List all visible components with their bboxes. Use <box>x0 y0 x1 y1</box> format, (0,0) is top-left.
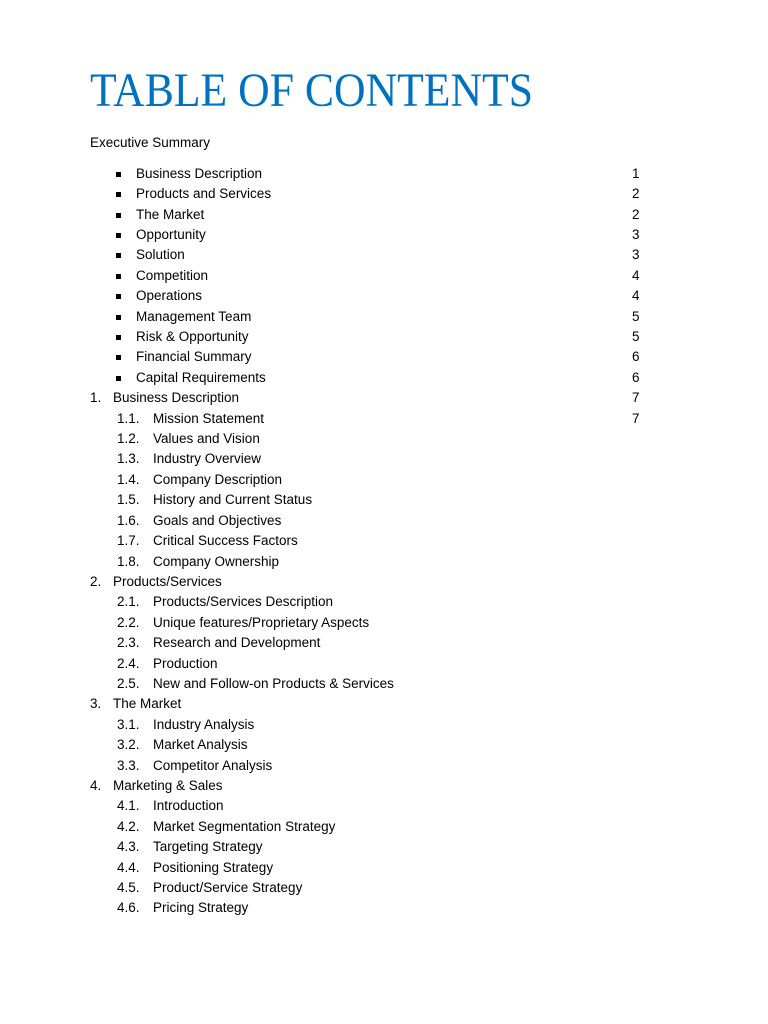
toc-subsection-entry <box>0 409 768 429</box>
toc-section-entry <box>0 776 768 796</box>
toc-entry <box>0 347 768 367</box>
toc-subsection-number: 1.8. <box>117 553 140 569</box>
toc-subsection-number: 4.5. <box>117 880 140 896</box>
toc-page-number: 4 <box>632 288 640 304</box>
square-bullet-icon <box>116 315 121 320</box>
toc-subsection-entry <box>0 490 768 510</box>
toc-entry-label: Capital Requirements <box>136 369 266 385</box>
toc-entry <box>0 327 768 347</box>
toc-entry-label: Business Description <box>136 165 263 181</box>
toc-entry-label: Management Team <box>136 308 252 324</box>
toc-subsection-label: Critical Success Factors <box>153 533 298 549</box>
toc-entry <box>0 245 768 265</box>
toc-subsection-label: Introduction <box>153 798 224 814</box>
toc-subsection-entry <box>0 633 768 653</box>
toc-subsection-number: 1.5. <box>117 492 140 508</box>
toc-subsection-label: Positioning Strategy <box>153 859 274 875</box>
toc-subsection-label: Values and Vision <box>153 431 260 447</box>
toc-entry <box>0 286 768 306</box>
toc-section-entry <box>0 694 768 714</box>
toc-subsection-number: 2.1. <box>117 594 140 610</box>
toc-entry <box>0 225 768 245</box>
toc-subsection-entry <box>0 674 768 694</box>
toc-subsection-entry <box>0 817 768 837</box>
toc-page-number: 6 <box>632 349 640 365</box>
toc-section-label: Business Description <box>113 390 240 406</box>
toc-subsection-number: 1.7. <box>117 533 140 549</box>
toc-subsection-number: 3.1. <box>117 716 140 732</box>
toc-subsection-label: Competitor Analysis <box>153 757 273 773</box>
toc-subsection-number: 4.1. <box>117 798 140 814</box>
toc-section-label: Marketing & Sales <box>113 777 223 793</box>
toc-section-number: 4. <box>90 777 102 793</box>
toc-subsection-label: Unique features/Proprietary Aspects <box>153 614 370 630</box>
toc-section-number: 3. <box>90 696 102 712</box>
toc-entry <box>0 184 768 204</box>
toc-subsection-entry <box>0 592 768 612</box>
toc-section-label: The Market <box>113 696 182 712</box>
toc-subsection-label: History and Current Status <box>153 492 313 508</box>
toc-subsection-number: 2.2. <box>117 614 140 630</box>
toc-page-number: 2 <box>632 206 640 222</box>
toc-entry <box>0 266 768 286</box>
toc-entry <box>0 368 768 388</box>
square-bullet-icon <box>116 376 121 381</box>
toc-subsection-label: Industry Overview <box>153 451 262 467</box>
toc-entry-label: Financial Summary <box>136 349 252 365</box>
toc-page-number: 7 <box>632 410 640 426</box>
toc-subsection-number: 4.4. <box>117 859 140 875</box>
toc-page-number: 2 <box>632 186 640 202</box>
toc-entry-label: Opportunity <box>136 227 206 243</box>
square-bullet-icon <box>116 294 121 299</box>
toc-subsection-entry <box>0 470 768 490</box>
toc-section-label: Products/Services <box>113 573 222 589</box>
toc-section-entry <box>0 388 768 408</box>
square-bullet-icon <box>116 192 121 197</box>
toc-subsection-label: Targeting Strategy <box>153 839 263 855</box>
executive-summary-heading: Executive Summary <box>90 135 211 150</box>
toc-subsection-label: Pricing Strategy <box>153 900 249 916</box>
toc-subsection-label: Products/Services Description <box>153 594 334 610</box>
toc-subsection-number: 2.5. <box>117 675 140 691</box>
toc-subsection-label: Goals and Objectives <box>153 512 282 528</box>
toc-entry <box>0 164 768 184</box>
toc-subsection-entry <box>0 756 768 776</box>
toc-subsection-number: 3.3. <box>117 757 140 773</box>
toc-entry-label: Solution <box>136 247 185 263</box>
toc-subsection-number: 1.4. <box>117 471 140 487</box>
toc-subsection-entry <box>0 552 768 572</box>
toc-entry <box>0 307 768 327</box>
toc-subsection-entry <box>0 654 768 674</box>
toc-subsection-number: 4.6. <box>117 900 140 916</box>
square-bullet-icon <box>116 274 121 279</box>
toc-subsection-label: Mission Statement <box>153 410 265 426</box>
toc-entry-label: Risk & Opportunity <box>136 329 249 345</box>
square-bullet-icon <box>116 213 121 218</box>
toc-entry <box>0 205 768 225</box>
toc-section-number: 2. <box>90 573 102 589</box>
toc-subsection-number: 2.3. <box>117 635 140 651</box>
toc-page-number: 4 <box>632 267 640 283</box>
toc-subsection-label: Research and Development <box>153 635 321 651</box>
toc-page-number: 3 <box>632 227 640 243</box>
toc-subsection-number: 4.3. <box>117 839 140 855</box>
toc-subsection-entry <box>0 878 768 898</box>
toc-page-number: 5 <box>632 308 640 324</box>
toc-subsection-label: Company Ownership <box>153 553 280 569</box>
toc-entry-label: Products and Services <box>136 186 272 202</box>
toc-subsection-label: Market Analysis <box>153 737 248 753</box>
toc-page-number: 3 <box>632 247 640 263</box>
toc-subsection-entry <box>0 898 768 918</box>
toc-page-number: 6 <box>632 369 640 385</box>
toc-subsection-number: 4.2. <box>117 818 140 834</box>
toc-subsection-entry <box>0 796 768 816</box>
toc-page-number: 7 <box>632 390 640 406</box>
toc-subsection-label: New and Follow-on Products & Services <box>153 675 394 691</box>
toc-subsection-entry <box>0 613 768 633</box>
toc-subsection-label: Product/Service Strategy <box>153 880 303 896</box>
toc-subsection-entry <box>0 837 768 857</box>
toc-section-entry <box>0 572 768 592</box>
toc-subsection-label: Production <box>153 655 218 671</box>
toc-subsection-number: 1.6. <box>117 512 140 528</box>
toc-subsection-number: 1.2. <box>117 431 140 447</box>
toc-subsection-number: 3.2. <box>117 737 140 753</box>
toc-entry-label: Operations <box>136 288 203 304</box>
toc-subsection-number: 2.4. <box>117 655 140 671</box>
toc-entry-label: The Market <box>136 206 205 222</box>
toc-section-number: 1. <box>90 390 102 406</box>
toc-subsection-entry <box>0 429 768 449</box>
toc-subsection-entry <box>0 449 768 469</box>
toc-subsection-label: Company Description <box>153 471 283 487</box>
toc-subsection-entry <box>0 735 768 755</box>
square-bullet-icon <box>116 233 121 238</box>
toc-subsection-entry <box>0 511 768 531</box>
toc-subsection-entry <box>0 531 768 551</box>
toc-subsection-entry <box>0 858 768 878</box>
document-title: TABLE OF CONTENTS <box>90 64 534 117</box>
toc-entry-label: Competition <box>136 267 209 283</box>
square-bullet-icon <box>116 335 121 340</box>
square-bullet-icon <box>116 172 121 177</box>
toc-subsection-label: Market Segmentation Strategy <box>153 818 336 834</box>
square-bullet-icon <box>116 253 121 258</box>
square-bullet-icon <box>116 355 121 360</box>
toc-page-number: 5 <box>632 329 640 345</box>
toc-subsection-label: Industry Analysis <box>153 716 255 732</box>
toc-subsection-number: 1.1. <box>117 410 140 426</box>
toc-subsection-entry <box>0 715 768 735</box>
toc-page-number: 1 <box>632 165 640 181</box>
toc-subsection-number: 1.3. <box>117 451 140 467</box>
table-of-contents-list <box>0 164 768 919</box>
